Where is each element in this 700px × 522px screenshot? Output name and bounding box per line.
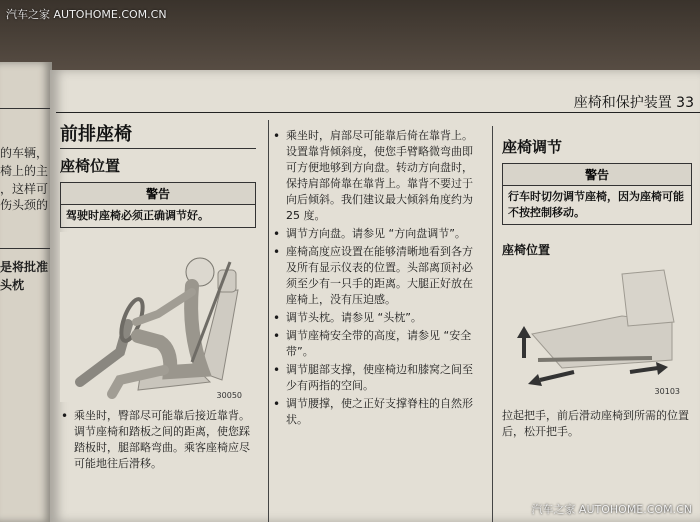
list-item: • 调节座椅安全带的高度，请参见 “安全带”。 [272, 328, 477, 360]
warning-body: 驾驶时座椅必须正确调节好。 [66, 209, 209, 222]
watermark-top: 汽车之家 AUTOHOME.COM.CN [6, 8, 167, 21]
list-item: • 调节腰撑，使之正好支撑脊柱的自然形状。 [272, 396, 477, 428]
title-rule [60, 148, 256, 149]
seat-instructions-list [60, 408, 256, 472]
figure-number: 30103 [654, 387, 680, 396]
subsection-title: 座椅位置 [60, 157, 121, 175]
left-page-fragment [0, 62, 52, 522]
left-page-text: 伤头颈的 [0, 198, 49, 212]
watermark-bottom: 汽车之家 AUTOHOME.COM.CN [531, 503, 692, 516]
driver-seat-drawing [60, 232, 256, 402]
list-item: • 调节头枕。请参见 “头枕”。 [272, 310, 477, 326]
seating-instructions-list [272, 128, 477, 428]
column-front-seats [60, 120, 256, 474]
header-title: 座椅和保护装置 [573, 95, 672, 111]
column-seat-adjustment [502, 136, 692, 440]
list-item: • 调节腿部支撑，使座椅边和膝窝之间至少有两指的空间。 [272, 362, 477, 394]
figure-number: 30050 [216, 391, 242, 400]
seat-adjust-drawing [502, 264, 682, 396]
left-page-rule [0, 108, 52, 109]
column-divider [492, 126, 493, 522]
list-item: • 座椅高度应设置在能够清晰地看到各方及所有显示仪表的位置。头部离顶衬必须至少有一只手的距离。大腿正好放在座椅上，没有压迫感。 [272, 244, 477, 308]
column-divider [268, 120, 269, 522]
list-item: • 乘坐时，肩部尽可能靠后倚在靠背上。设置靠背倾斜度，使您手臂略微弯曲即可方便地够到方向盘。转动方向盘时，保持肩部倚靠在靠背上。靠背不要过于向后倾斜。我们建议最大倾斜角度约为 25 度。 [272, 128, 477, 224]
subsection-title: 座椅位置 [502, 243, 551, 257]
warning-body: 行车时切勿调节座椅，因为座椅可能不按控制移动。 [508, 190, 684, 219]
header-rule [56, 112, 700, 113]
left-page-text: 椅上的主 [0, 164, 49, 178]
page-header [574, 92, 694, 112]
driver-seat-illustration [60, 232, 256, 402]
left-page-text: ，这样可 [0, 182, 49, 196]
list-item: • 乘坐时，臀部尽可能靠后接近靠背。调节座椅和踏板之间的距离，使您踩踏板时，腿部略弯曲。乘客座椅应尽可能地往后滑移。 [60, 408, 256, 472]
section-title: 座椅调节 [502, 138, 563, 156]
seat-adjust-illustration [502, 264, 692, 396]
section-title: 前排座椅 [60, 124, 132, 145]
manual-page [50, 70, 700, 522]
seat-adjust-caption: 拉起把手，前后滑动座椅到所需的位置后，松开把手。 [502, 409, 689, 438]
warning-box [502, 163, 692, 225]
column-seating-instructions [272, 128, 477, 430]
left-page-text: 是将批准 [0, 260, 49, 274]
left-page-text: 头枕 [0, 278, 25, 292]
left-page-text: 的车辆， [0, 146, 49, 160]
warning-title: 警告 [61, 183, 255, 205]
page-number: 33 [676, 95, 694, 111]
warning-box [60, 182, 256, 228]
list-item: • 调节方向盘。请参见 “方向盘调节”。 [272, 226, 477, 242]
left-page-rule [0, 248, 52, 249]
warning-title: 警告 [503, 164, 691, 186]
